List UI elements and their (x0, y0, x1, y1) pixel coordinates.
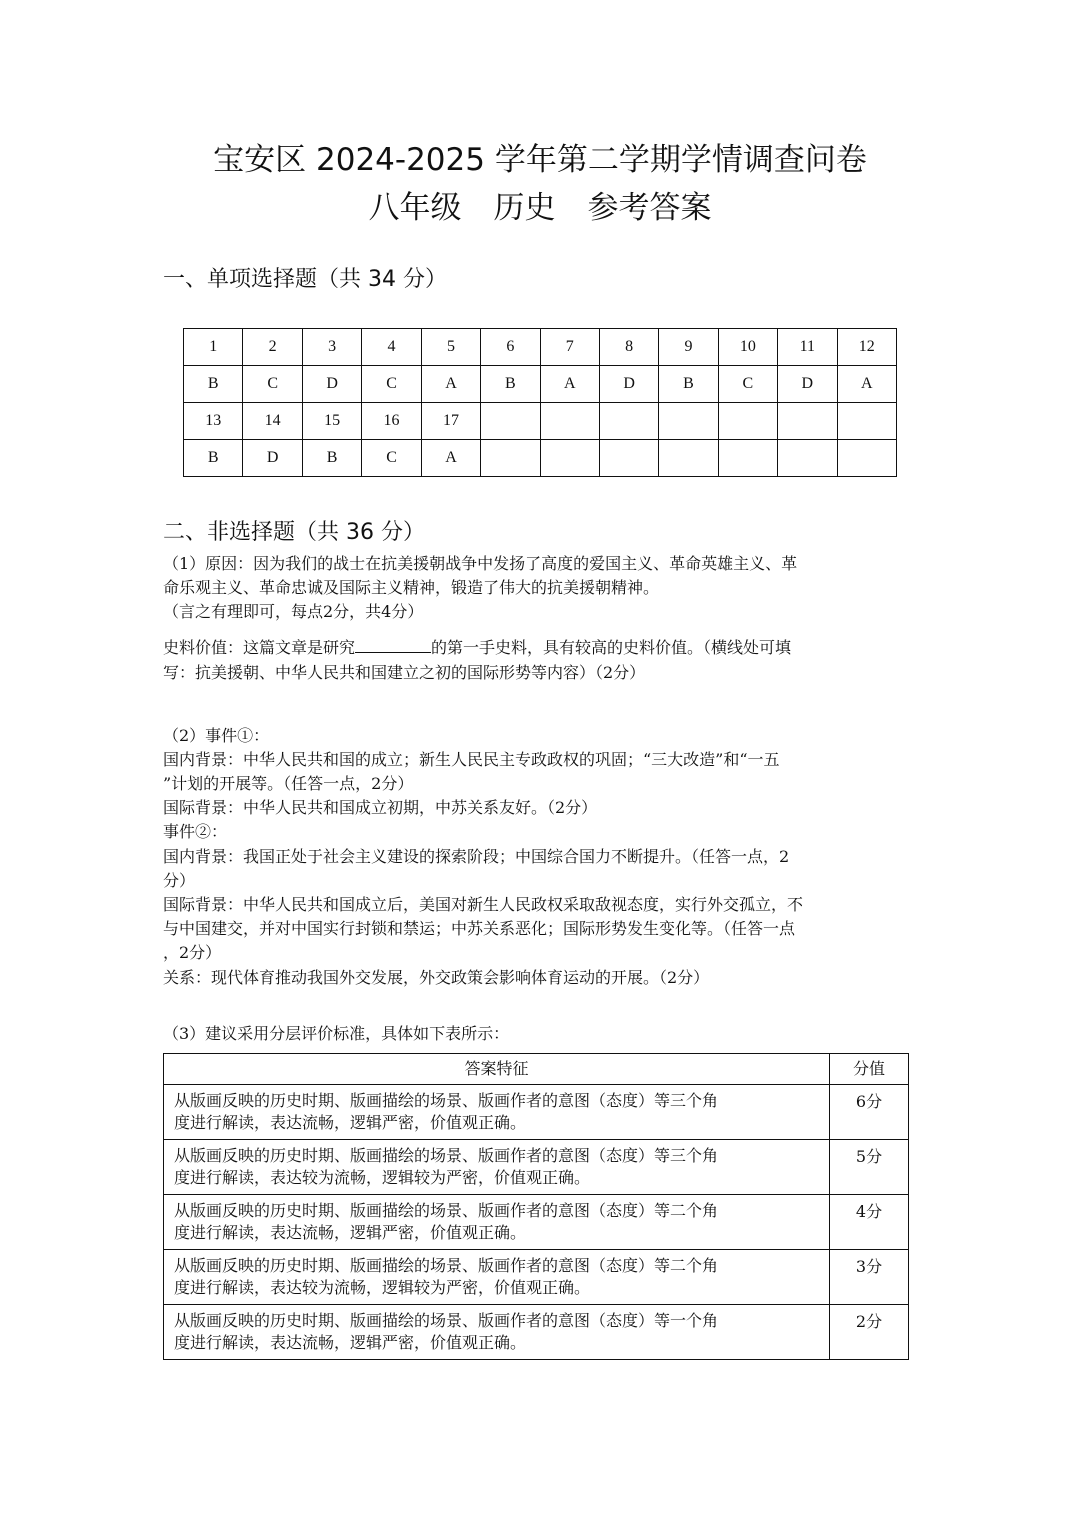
answer-cell: D (243, 440, 302, 477)
rubric-feature-line2: 度进行解读，表达较为流畅，逻辑较为严密，价值观正确。 (174, 1168, 591, 1187)
question-number-row (184, 403, 897, 440)
question-number-cell: 16 (362, 403, 421, 440)
q2-event2-international-line3: ，2分） (163, 943, 222, 962)
subject-label: 历史 (493, 190, 556, 226)
rubric-header-row (164, 1054, 909, 1085)
rubric-row (164, 1140, 909, 1195)
question-number-cell (778, 403, 837, 440)
multiple-choice-answer-table (183, 328, 897, 477)
rubric-feature-line2: 度进行解读，表达流畅，逻辑严密，价值观正确。 (174, 1113, 527, 1132)
question-number-cell: 9 (659, 329, 718, 366)
answer-cell: C (718, 366, 777, 403)
q2-event1-international: 国际背景：中华人民共和国成立初期，中苏关系友好。（2分） (163, 798, 598, 817)
question-number-cell: 2 (243, 329, 302, 366)
q2-event2-international-line2: 与中国建交，并对中国实行封锁和禁运；中苏关系恶化；国际形势发生变化等。（任答一点 (163, 919, 796, 938)
rubric-feature-line2: 度进行解读，表达较为流畅，逻辑较为严密，价值观正确。 (174, 1278, 591, 1297)
answer-cell: B (302, 440, 361, 477)
answer-cell (837, 440, 896, 477)
question-number-cell (659, 403, 718, 440)
q2-event2-domestic-line2: 分） (163, 871, 196, 890)
answer-cell: D (302, 366, 361, 403)
question-number-cell: 14 (243, 403, 302, 440)
answer-cell: D (778, 366, 837, 403)
rubric-feature-cell (164, 1085, 830, 1140)
answer-cell (718, 440, 777, 477)
rubric-score-cell: 5分 (830, 1140, 909, 1195)
question-number-cell (837, 403, 896, 440)
document-subtitle (0, 188, 1080, 228)
answer-cell: C (243, 366, 302, 403)
rubric-feature-line1: 从版画反映的历史时期、版画描绘的场景、版画作者的意图（态度）等三个角 (174, 1146, 719, 1165)
q1-value-part-b: 的第一手史料，具有较高的史料价值。（横线处可填 (431, 638, 792, 657)
answer-cell: A (421, 440, 480, 477)
q1-value-line1 (163, 636, 923, 659)
answer-row (184, 366, 897, 403)
rubric-feature-cell (164, 1140, 830, 1195)
question-number-cell: 5 (421, 329, 480, 366)
section2-heading: 二、非选择题（共 36 分） (163, 520, 425, 545)
question-number-cell: 6 (481, 329, 540, 366)
rubric-row (164, 1085, 909, 1140)
answer-cell: D (599, 366, 658, 403)
answer-cell (481, 440, 540, 477)
rubric-feature-line1: 从版画反映的历史时期、版画描绘的场景、版画作者的意图（态度）等二个角 (174, 1256, 719, 1275)
answer-cell (659, 440, 718, 477)
section1-heading: 一、单项选择题（共 34 分） (163, 267, 447, 292)
rubric-row (164, 1250, 909, 1305)
q2-relation: 关系：现代体育推动我国外交发展，外交政策会影响体育运动的开展。（2分） (163, 968, 710, 987)
q1-reason-line2: 命乐观主义、革命忠诚及国际主义精神，锻造了伟大的抗美援朝精神。 (163, 578, 660, 597)
question-number-cell: 12 (837, 329, 896, 366)
q2-event1-domestic-line1: 国内背景：中华人民共和国的成立；新生人民民主专政政权的巩固；“三大改造”和“一五 (163, 750, 780, 769)
question-number-cell: 11 (778, 329, 837, 366)
rubric-feature-cell (164, 1305, 830, 1360)
rubric-row (164, 1195, 909, 1250)
answer-cell: A (421, 366, 480, 403)
rubric-feature-line2: 度进行解读，表达流畅，逻辑严密，价值观正确。 (174, 1223, 527, 1242)
rubric-feature-line2: 度进行解读，表达流畅，逻辑严密，价值观正确。 (174, 1333, 527, 1352)
question-number-row (184, 329, 897, 366)
fill-in-blank (355, 636, 431, 653)
answer-cell: A (837, 366, 896, 403)
q2-event1-domestic-line2: ”计划的开展等。（任答一点，2分） (163, 774, 414, 793)
answer-row (184, 440, 897, 477)
rubric-header-feature: 答案特征 (164, 1054, 830, 1085)
scoring-rubric-table (163, 1053, 909, 1360)
question-number-cell (718, 403, 777, 440)
q1-score-note: （言之有理即可，每点2分，共4分） (163, 602, 424, 621)
rubric-score-cell: 2分 (830, 1305, 909, 1360)
question-number-cell: 13 (184, 403, 243, 440)
answer-cell: B (184, 440, 243, 477)
rubric-score-cell: 4分 (830, 1195, 909, 1250)
rubric-feature-line1: 从版画反映的历史时期、版画描绘的场景、版画作者的意图（态度）等一个角 (174, 1311, 719, 1330)
question-number-cell: 3 (302, 329, 361, 366)
question-number-cell: 17 (421, 403, 480, 440)
rubric-feature-line1: 从版画反映的历史时期、版画描绘的场景、版画作者的意图（态度）等二个角 (174, 1201, 719, 1220)
question-number-cell (481, 403, 540, 440)
answer-cell: B (184, 366, 243, 403)
rubric-feature-cell (164, 1195, 830, 1250)
rubric-feature-line1: 从版画反映的历史时期、版画描绘的场景、版画作者的意图（态度）等三个角 (174, 1091, 719, 1110)
rubric-row (164, 1305, 909, 1360)
grade-label: 八年级 (368, 190, 462, 226)
answer-cell: B (481, 366, 540, 403)
q1-reason-line1: （1）原因：因为我们的战士在抗美援朝战争中发扬了高度的爱国主义、革命英雄主义、革 (163, 554, 798, 573)
rubric-score-cell: 3分 (830, 1250, 909, 1305)
answer-cell (540, 440, 599, 477)
answer-cell: C (362, 366, 421, 403)
question-number-cell: 10 (718, 329, 777, 366)
question-number-cell (540, 403, 599, 440)
document-title: 宝安区 2024-2025 学年第二学期学情调查问卷 (213, 142, 867, 178)
question-number-cell: 4 (362, 329, 421, 366)
answer-cell: B (659, 366, 718, 403)
answer-cell (599, 440, 658, 477)
answer-cell: C (362, 440, 421, 477)
q2-event2-label: 事件②： (163, 822, 228, 841)
question-number-cell: 1 (184, 329, 243, 366)
doc-type-label: 参考答案 (587, 190, 712, 226)
q3-intro: （3）建议采用分层评价标准，具体如下表所示： (163, 1024, 510, 1043)
question-number-cell (599, 403, 658, 440)
question-number-cell: 15 (302, 403, 361, 440)
q2-event2-international-line1: 国际背景：中华人民共和国成立后，美国对新生人民政权采取敌视态度，实行外交孤立，不 (163, 895, 804, 914)
question-number-cell: 8 (599, 329, 658, 366)
q1-value-part-a: 史料价值：这篇文章是研究 (163, 638, 356, 657)
q1-value-line2: 写：抗美援朝、中华人民共和国建立之初的国际形势等内容）（2分） (163, 663, 646, 682)
q2-event1-label: （2）事件①： (163, 726, 270, 745)
rubric-header-score: 分值 (830, 1054, 909, 1085)
q2-event2-domestic-line1: 国内背景：我国正处于社会主义建设的探索阶段；中国综合国力不断提升。（任答一点，2 (163, 847, 790, 866)
answer-cell (778, 440, 837, 477)
question-number-cell: 7 (540, 329, 599, 366)
answer-cell: A (540, 366, 599, 403)
rubric-score-cell: 6分 (830, 1085, 909, 1140)
rubric-feature-cell (164, 1250, 830, 1305)
